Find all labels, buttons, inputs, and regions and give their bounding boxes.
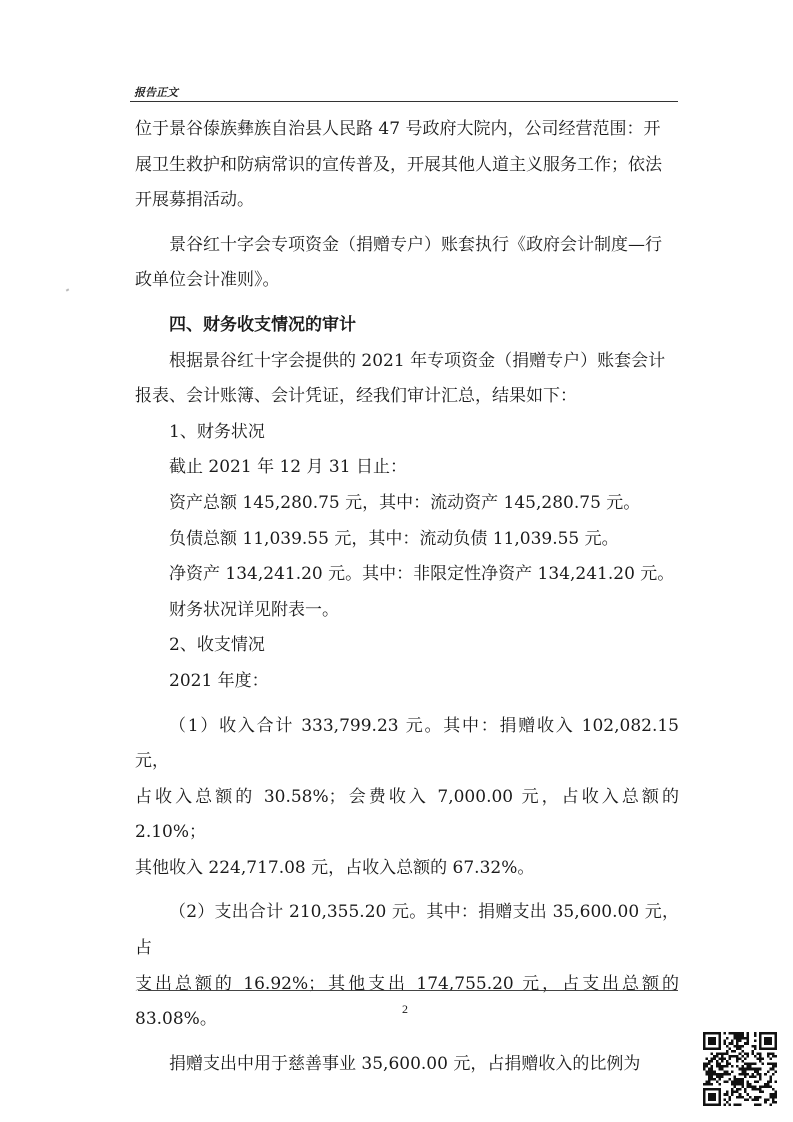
accounting-para-line-2: 政单位会计准则》。: [135, 270, 280, 291]
fiscal-year: 2021 年度：: [169, 670, 269, 691]
income-line-1: （1）收入合计 333,799.23 元。其中：捐赠收入 102,082.15 元，: [135, 715, 679, 772]
charity-expense-line: 捐赠支出中用于慈善事业 35,600.00 元，占捐赠收入的比例为: [169, 1053, 641, 1074]
income-line-3: 其他收入 224,717.08 元，占收入总额的 67.32%。: [135, 857, 535, 878]
header-divider: [130, 101, 678, 102]
intro-line-2: 展卫生救护和防病常识的宣传普及，开展其他人道主义服务工作；依法: [135, 154, 662, 175]
audit-para-line-2: 报表、会计账簿、会计凭证，经我们审计汇总，结果如下：: [135, 386, 577, 407]
subsection-financial-status: 1、财务状况: [169, 421, 265, 442]
total-liabilities: 负债总额 11,039.55 元，其中：流动负债 11,039.55 元。: [169, 528, 619, 549]
section-heading: 四、财务收支情况的审计: [169, 314, 356, 335]
net-assets: 净资产 134,241.20 元。其中：非限定性净资产 134,241.20 元。: [169, 564, 675, 585]
financial-status-reference: 财务状况详见附表一。: [169, 599, 339, 620]
qr-code-icon: [703, 1032, 777, 1106]
intro-line-3: 开展募捐活动。: [135, 190, 254, 211]
footer-divider: [138, 990, 678, 991]
report-body: [135, 112, 679, 1082]
header-label: 报告正文: [134, 86, 178, 99]
accounting-para-line-1: 景谷红十字会专项资金（捐赠专户）账套执行《政府会计制度—行: [169, 234, 662, 255]
income-line-2: 占收入总额的 30.58%；会费收入 7,000.00 元，占收入总额的 2.10%；: [135, 786, 679, 843]
page-number: 2: [402, 1002, 408, 1016]
intro-line-1: 位于景谷傣族彝族自治县人民路 47 号政府大院内，公司经营范围：开: [135, 119, 661, 139]
total-assets: 资产总额 145,280.75 元，其中：流动资产 145,280.75 元。: [169, 492, 641, 513]
expense-line-1: （2）支出合计 210,355.20 元。其中：捐赠支出 35,600.00 元，占: [135, 902, 679, 959]
audit-para-line-1: 根据景谷红十字会提供的 2021 年专项资金（捐赠专户）账套会计: [169, 350, 666, 371]
as-of-date: 截止 2021 年 12 月 31 日止：: [169, 457, 407, 478]
scan-speck: [66, 288, 70, 291]
subsection-income-expense: 2、收支情况: [169, 635, 265, 656]
expense-line-2: 支出总额的 16.92%；其他支出 174,755.20 元，占支出总额的 83.08%。: [135, 973, 679, 1030]
